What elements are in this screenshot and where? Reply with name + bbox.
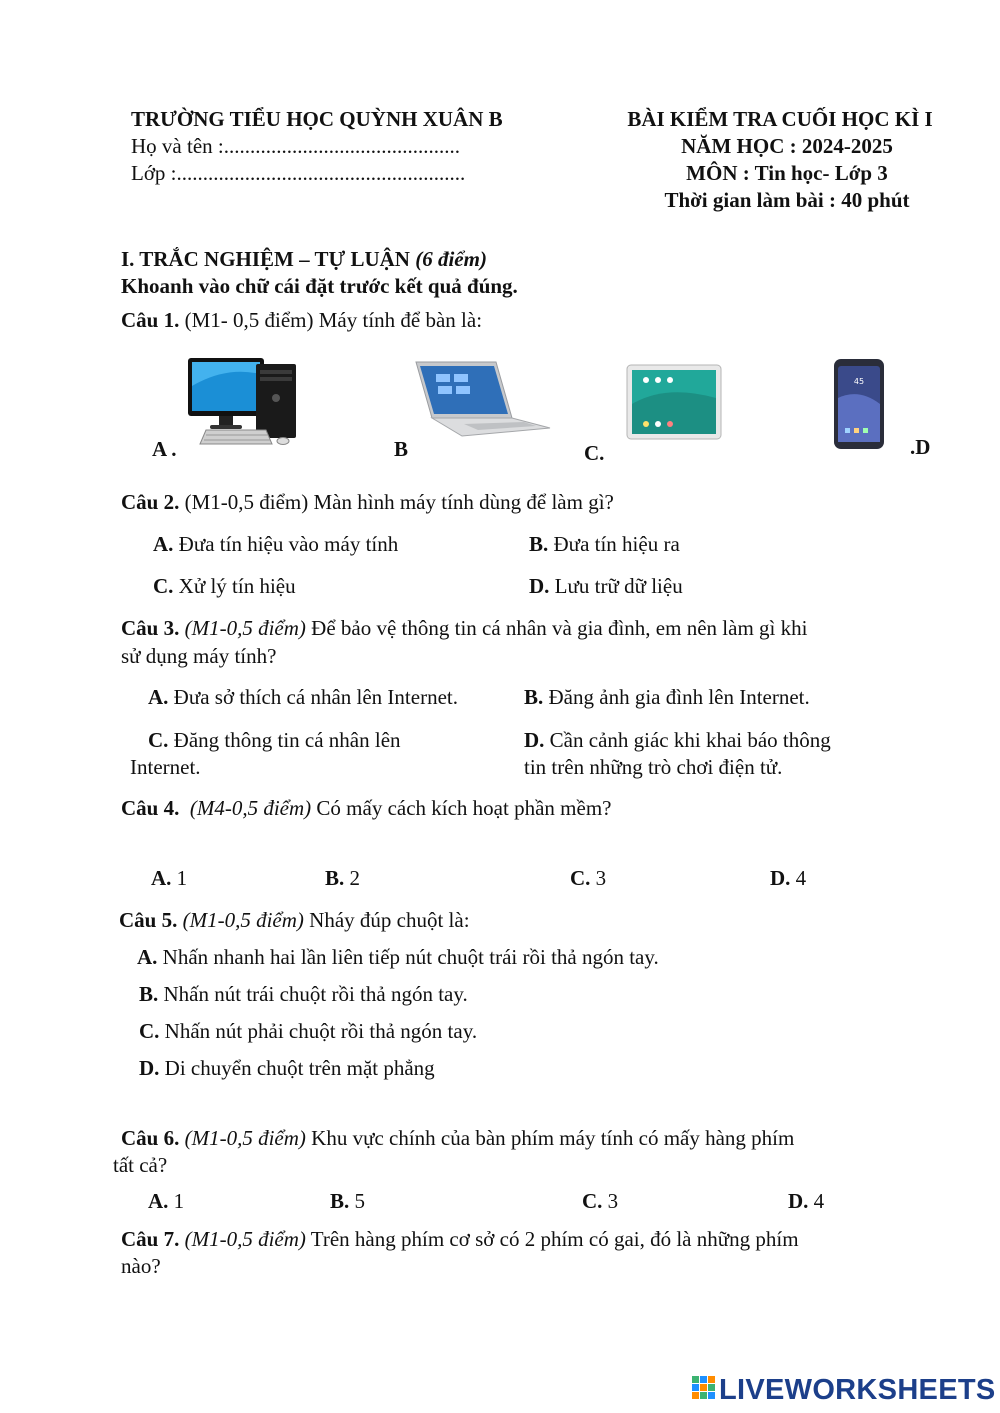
q2-b-key: B.: [529, 532, 549, 556]
q3-option-b[interactable]: [524, 684, 810, 710]
q2-d-text: Lưu trữ dữ liệu: [554, 574, 683, 598]
q1-option-b[interactable]: B: [394, 437, 409, 461]
q4-c-text: 3: [595, 866, 607, 890]
q5-d-text: Di chuyển chuột trên mặt phẳng: [164, 1056, 435, 1080]
q2-text: (M1-0,5 điểm) Màn hình máy tính dùng để làm gì?: [184, 490, 614, 514]
q1-text: (M1- 0,5 điểm) Máy tính để bàn là:: [184, 308, 483, 332]
q2-d-key: D.: [529, 574, 550, 598]
q3-a-text: Đưa sở thích cá nhân lên Internet.: [173, 685, 458, 709]
q4-text: Có mấy cách kích hoạt phần mềm?: [316, 796, 612, 820]
q2-c-text: Xử lý tín hiệu: [178, 574, 296, 598]
q4-a-text: 1: [176, 866, 188, 890]
q4-d-key: D.: [770, 866, 791, 890]
q2-option-d[interactable]: [529, 573, 683, 599]
q7-label: Câu 7.: [121, 1227, 180, 1251]
q5-option-d[interactable]: [139, 1055, 435, 1081]
class-line: Lớp :.......................................................: [131, 161, 466, 185]
q4-option-a[interactable]: [151, 865, 187, 891]
question-6-line1: [121, 1125, 794, 1151]
q4-b-text: 2: [349, 866, 361, 890]
q6-text-line1: Khu vực chính của bàn phím máy tính có mấy hàng phím: [311, 1126, 795, 1150]
question-3-line1: [121, 615, 807, 641]
subject: MÔN : Tin học- Lớp 3: [686, 161, 888, 185]
q3-b-key: B.: [524, 685, 544, 709]
tablet-image: [626, 364, 722, 440]
q6-b-key: B.: [330, 1189, 350, 1213]
q5-option-a[interactable]: [137, 944, 659, 970]
q6-option-b[interactable]: [330, 1188, 365, 1214]
q6-option-d[interactable]: [788, 1188, 824, 1214]
question-2: [121, 489, 614, 515]
q2-b-text: Đưa tín hiệu ra: [553, 532, 680, 556]
q5-a-text: Nhấn nhanh hai lần liên tiếp nút chuột trái rồi thả ngón tay.: [162, 945, 659, 969]
q5-d-key: D.: [139, 1056, 160, 1080]
q7-text-line1: Trên hàng phím cơ sở có 2 phím có gai, đó là những phím: [310, 1227, 799, 1251]
q4-d-text: 4: [795, 866, 807, 890]
q4-option-d[interactable]: [770, 865, 806, 891]
q2-option-b[interactable]: [529, 531, 680, 557]
q6-meta: (M1-0,5 điểm): [184, 1126, 306, 1150]
q6-a-text: 1: [173, 1189, 185, 1213]
q2-a-key: A.: [153, 532, 174, 556]
q3-text-line1: Để bảo vệ thông tin cá nhân và gia đình, em nên làm gì khi: [311, 616, 808, 640]
question-3-line2: sử dụng máy tính?: [121, 644, 277, 668]
school-year: NĂM HỌC : 2024-2025: [681, 134, 893, 158]
q1-option-a[interactable]: A .: [152, 437, 177, 461]
q6-label: Câu 6.: [121, 1126, 180, 1150]
q2-option-c[interactable]: [153, 573, 296, 599]
q2-a-text: Đưa tín hiệu vào máy tính: [178, 532, 399, 556]
liveworksheets-logo-text: LIVEWORKSHEETS: [719, 1374, 996, 1406]
q3-meta: (M1-0,5 điểm): [184, 616, 306, 640]
q4-meta: (M4-0,5 điểm): [189, 796, 312, 820]
q6-b-text: 5: [354, 1189, 366, 1213]
q3-option-d[interactable]: [524, 727, 831, 753]
q4-option-c[interactable]: [570, 865, 606, 891]
q1-label: Câu 1.: [121, 308, 180, 332]
laptop-image: [412, 360, 552, 438]
section-points: (6 điểm): [415, 247, 487, 271]
smartphone-image: [833, 358, 885, 450]
q7-meta: (M1-0,5 điểm): [184, 1227, 306, 1251]
section-title: [121, 246, 487, 272]
q5-a-key: A.: [137, 945, 158, 969]
question-5: [119, 907, 470, 933]
svg-text:45: 45: [853, 377, 865, 386]
q4-label: Câu 4.: [121, 796, 180, 820]
q5-option-b[interactable]: [139, 981, 468, 1007]
q1-option-c[interactable]: C.: [584, 441, 605, 465]
q3-label: Câu 3.: [121, 616, 180, 640]
school-name: TRƯỜNG TIỂU HỌC QUỲNH XUÂN B: [131, 107, 503, 131]
section-instruction: Khoanh vào chữ cái đặt trước kết quả đúng.: [121, 274, 518, 298]
q2-label: Câu 2.: [121, 490, 180, 514]
q6-d-key: D.: [788, 1189, 809, 1213]
q3-d-text-line1: Cần cảnh giác khi khai báo thông: [549, 728, 831, 752]
q5-option-c[interactable]: [139, 1018, 477, 1044]
q6-c-key: C.: [582, 1189, 603, 1213]
q5-c-text: Nhấn nút phải chuột rồi thả ngón tay.: [164, 1019, 478, 1043]
q6-option-a[interactable]: [148, 1188, 184, 1214]
duration: Thời gian làm bài : 40 phút: [664, 188, 910, 212]
liveworksheets-logo: [692, 1372, 996, 1408]
q5-label: Câu 5.: [119, 908, 178, 932]
question-1: [121, 307, 482, 333]
q5-text: Nháy đúp chuột là:: [309, 908, 470, 932]
question-7-line1: [121, 1226, 799, 1252]
q3-c-text-line1: Đăng thông tin cá nhân lên: [173, 728, 401, 752]
q5-c-key: C.: [139, 1019, 160, 1043]
section-title-text: I. TRẮC NGHIỆM – TỰ LUẬN: [121, 247, 410, 271]
q3-option-c[interactable]: [148, 727, 401, 753]
q6-d-text: 4: [813, 1189, 825, 1213]
q3-b-text: Đăng ảnh gia đình lên Internet.: [548, 685, 810, 709]
q1-option-d[interactable]: .D: [910, 435, 931, 459]
q4-b-key: B.: [325, 866, 345, 890]
q2-c-key: C.: [153, 574, 174, 598]
question-7-line2: nào?: [121, 1254, 161, 1278]
q5-b-text: Nhấn nút trái chuột rồi thả ngón tay.: [163, 982, 468, 1006]
liveworksheets-logo-icon: [692, 1376, 716, 1404]
q3-a-key: A.: [148, 685, 169, 709]
q3-c-key: C.: [148, 728, 169, 752]
exam-title: BÀI KIỂM TRA CUỐI HỌC KÌ I: [627, 107, 933, 131]
question-4: [121, 795, 611, 821]
question-6-line2: tất cả?: [113, 1153, 168, 1177]
q4-c-key: C.: [570, 866, 591, 890]
q5-meta: (M1-0,5 điểm): [182, 908, 304, 932]
q4-option-b[interactable]: [325, 865, 360, 891]
desktop-computer-image: [186, 356, 302, 446]
q2-option-a[interactable]: [153, 531, 398, 557]
q6-a-key: A.: [148, 1189, 169, 1213]
q3-option-d-line2: tin trên những trò chơi điện tử.: [524, 755, 783, 779]
q3-d-key: D.: [524, 728, 545, 752]
q6-option-c[interactable]: [582, 1188, 618, 1214]
q3-option-a[interactable]: [148, 684, 458, 710]
q3-option-c-line2: Internet.: [130, 755, 201, 779]
q4-a-key: A.: [151, 866, 172, 890]
q5-b-key: B.: [139, 982, 159, 1006]
q6-c-text: 3: [607, 1189, 619, 1213]
student-name-line: Họ và tên :.............................................: [131, 134, 460, 158]
